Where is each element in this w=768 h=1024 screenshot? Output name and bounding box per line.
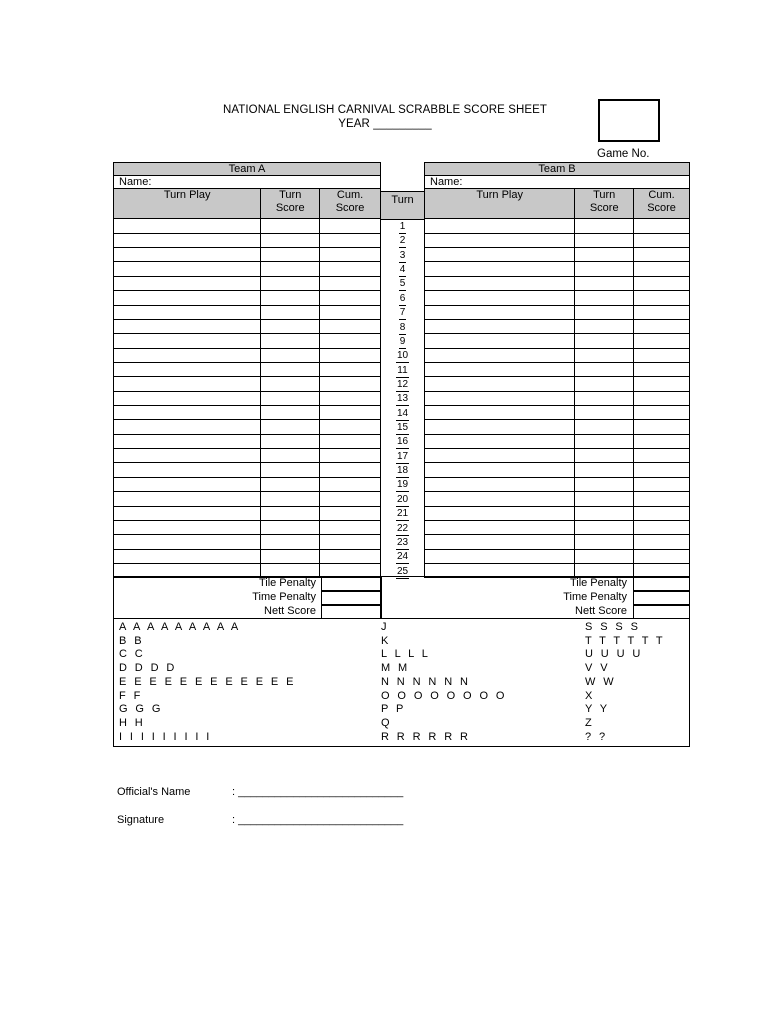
cum-score-cell[interactable] [320,219,381,233]
score-row [114,334,381,348]
score-row [425,506,690,520]
turn-play-cell[interactable] [425,549,575,563]
turn-number: 1 [399,221,406,232]
turn-score-cell[interactable] [575,549,634,563]
tile-line: J [381,621,389,633]
score-row [425,535,690,549]
turn-number: 10 [396,350,409,362]
cum-score-cell[interactable] [320,305,381,319]
turn-score-cell[interactable] [261,420,320,434]
turn-score-cell[interactable] [261,334,320,348]
turn-play-cell[interactable] [114,535,261,549]
turn-score-cell[interactable] [261,535,320,549]
turn-score-cell[interactable] [261,233,320,247]
cum-score-cell[interactable] [320,520,381,534]
cum-score-header: Cum. Score [320,189,381,219]
turn-score-cell[interactable] [575,233,634,247]
cum-score-cell[interactable] [634,233,690,247]
cum-score-cell[interactable] [634,248,690,262]
turn-play-cell[interactable] [114,334,261,348]
score-row [114,506,381,520]
turn-score-cell[interactable] [261,506,320,520]
turn-score-cell[interactable] [575,492,634,506]
cum-score-cell[interactable] [320,291,381,305]
penalty-section [113,576,690,619]
score-row [425,362,690,376]
score-row [114,262,381,276]
score-row [114,276,381,290]
turn-play-cell[interactable] [425,233,575,247]
turn-play-cell[interactable] [425,477,575,491]
score-row [425,520,690,534]
turn-play-cell[interactable] [425,463,575,477]
game-number-label: Game No. [597,148,650,160]
turn-play-cell[interactable] [425,520,575,534]
turn-score-cell[interactable] [575,535,634,549]
turn-play-cell[interactable] [425,219,575,233]
team-b-rows [425,219,690,578]
score-row [114,520,381,534]
tile-line: W W [585,675,617,688]
turn-play-cell[interactable] [114,319,261,333]
signature-field[interactable]: : ___________________________ [232,814,404,826]
team-b-nett-score-box[interactable] [633,605,690,619]
cum-score-cell[interactable] [320,434,381,448]
cum-score-cell[interactable] [634,319,690,333]
tile-line: K [381,634,391,647]
signature-label: Signature [117,814,165,826]
team-b-nett-score-label: Nett Score [575,605,627,617]
cum-score-cell[interactable] [634,520,690,534]
turn-score-cell[interactable] [575,449,634,463]
score-row [114,319,381,333]
tile-line: P P [381,703,406,716]
turn-play-cell[interactable] [425,492,575,506]
turn-play-cell[interactable] [114,262,261,276]
turn-number: 11 [397,364,408,376]
turn-play-cell[interactable] [425,406,575,420]
turn-score-cell[interactable] [261,492,320,506]
cum-score-cell[interactable] [320,463,381,477]
turn-number: 21 [396,508,409,520]
turn-score-cell[interactable] [575,248,634,262]
score-row [425,305,690,319]
cum-score-cell[interactable] [634,535,690,549]
cum-score-cell[interactable] [634,262,690,276]
cum-score-cell[interactable] [634,276,690,290]
team-a-table [113,162,381,578]
score-row [114,348,381,362]
cum-score-cell[interactable] [320,406,381,420]
turn-play-cell[interactable] [425,262,575,276]
turn-score-cell[interactable] [575,305,634,319]
tile-line: Z [585,716,595,729]
turn-play-cell[interactable] [425,248,575,262]
score-row [425,549,690,563]
cum-score-cell[interactable] [634,334,690,348]
cum-score-cell[interactable] [634,506,690,520]
tile-line: A A A A A A A A A [119,621,241,633]
team-a-nett-score-box[interactable] [321,605,381,619]
score-row [114,477,381,491]
score-row [114,233,381,247]
score-row [114,549,381,563]
tile-list-a-to-i [119,621,296,744]
turn-play-cell[interactable] [425,449,575,463]
tile-line: B B [119,634,144,647]
score-row [425,377,690,391]
turn-score-cell[interactable] [575,406,634,420]
turn-score-cell[interactable] [575,420,634,434]
score-row [425,434,690,448]
turn-play-cell[interactable] [114,276,261,290]
turn-number: 25 [396,565,409,577]
turn-number: 5 [399,278,406,290]
tile-line: M M [381,662,410,675]
score-row [425,449,690,463]
sheet-title: NATIONAL ENGLISH CARNIVAL SCRABBLE SCORE SHEET [222,104,548,116]
turn-play-cell[interactable] [114,549,261,563]
turn-play-cell[interactable] [425,377,575,391]
score-row [114,219,381,233]
team-b-time-penalty-box[interactable] [633,591,690,605]
tile-line: E E E E E E E E E E E E [119,675,296,688]
turn-number: 9 [399,335,406,347]
score-row [114,420,381,434]
turn-play-cell[interactable] [114,233,261,247]
cum-score-cell[interactable] [634,463,690,477]
tile-line: N N N N N N [381,675,471,688]
turn-play-cell[interactable] [114,377,261,391]
team-a-nett-score-label: Nett Score [264,605,316,617]
turn-play-cell[interactable] [425,506,575,520]
tile-line: X [585,689,595,702]
official-name-label: Official's Name [117,786,191,798]
turn-score-cell[interactable] [575,463,634,477]
score-row [114,305,381,319]
cum-score-cell[interactable] [634,348,690,362]
score-row [425,262,690,276]
score-row [425,248,690,262]
turn-play-cell[interactable] [114,449,261,463]
cum-score-cell[interactable] [320,248,381,262]
turn-score-cell[interactable] [575,506,634,520]
score-row [114,463,381,477]
turn-number: 17 [396,450,409,462]
score-row [425,463,690,477]
official-name-field[interactable]: : ___________________________ [232,786,404,798]
cum-score-cell[interactable] [634,420,690,434]
cum-score-cell[interactable] [320,535,381,549]
turn-score-cell[interactable] [575,291,634,305]
turn-play-cell[interactable] [425,362,575,376]
tile-line: U U U U [585,648,643,661]
divider [381,577,382,619]
turn-play-cell[interactable] [114,477,261,491]
turn-number: 6 [399,292,406,304]
turn-score-cell[interactable] [261,463,320,477]
team-a-tile-penalty-box[interactable] [321,577,381,591]
tile-line: G G G [119,703,163,716]
turn-score-cell[interactable] [575,276,634,290]
turn-number: 4 [399,264,406,276]
cum-score-cell[interactable] [320,377,381,391]
team-b-tile-penalty-label: Tile Penalty [569,577,627,589]
turn-score-cell[interactable] [575,334,634,348]
tile-line: L L L L [381,648,431,661]
score-row [425,334,690,348]
turn-score-cell[interactable] [261,219,320,233]
cum-score-cell[interactable] [320,549,381,563]
cum-score-header: Cum. Score [634,189,690,219]
turn-score-cell[interactable] [261,549,320,563]
turn-score-cell[interactable] [261,477,320,491]
cum-score-cell[interactable] [634,434,690,448]
turn-number: 7 [399,307,406,319]
turn-score-cell[interactable] [261,291,320,305]
game-number-box[interactable] [598,99,660,142]
turn-number: 8 [399,321,406,333]
score-row [114,377,381,391]
turn-number: 18 [396,465,409,477]
score-row [425,291,690,305]
score-row [114,291,381,305]
turn-score-cell[interactable] [261,406,320,420]
cum-score-cell[interactable] [634,477,690,491]
score-row [114,449,381,463]
turn-number: 2 [399,235,406,247]
turn-play-cell[interactable] [425,391,575,405]
score-row [114,434,381,448]
cum-score-cell[interactable] [320,276,381,290]
cum-score-cell[interactable] [634,291,690,305]
team-a-time-penalty-label: Time Penalty [252,591,316,603]
tile-list-s-to-blank [585,621,665,744]
turn-play-cell[interactable] [114,219,261,233]
cum-score-cell[interactable] [634,449,690,463]
score-row [425,492,690,506]
turn-number: 13 [396,393,409,405]
cum-score-cell[interactable] [634,391,690,405]
cum-score-cell[interactable] [320,492,381,506]
team-a-header: Team A [114,163,381,176]
tile-list-j-to-r [381,621,507,744]
turn-column-header: Turn [381,191,424,220]
turn-play-cell[interactable] [114,506,261,520]
turn-play-cell[interactable] [425,348,575,362]
turn-number: 20 [396,493,409,505]
turn-play-header: Turn Play [114,189,261,219]
turn-play-cell[interactable] [114,492,261,506]
turn-play-cell[interactable] [114,463,261,477]
turn-number-column [381,220,424,579]
turn-play-cell[interactable] [425,305,575,319]
cum-score-cell[interactable] [320,319,381,333]
turn-play-cell[interactable] [114,434,261,448]
team-b-header: Team B [425,163,690,176]
turn-play-cell[interactable] [114,305,261,319]
turn-play-cell[interactable] [425,276,575,290]
cum-score-cell[interactable] [634,219,690,233]
score-row [425,406,690,420]
turn-number: 22 [396,522,409,534]
tile-line: D D D D [119,662,177,675]
turn-number: 3 [399,249,406,261]
turn-score-cell[interactable] [261,391,320,405]
turn-score-cell[interactable] [575,377,634,391]
turn-score-cell[interactable] [575,348,634,362]
turn-play-cell[interactable] [425,434,575,448]
turn-score-cell[interactable] [575,520,634,534]
cum-score-cell[interactable] [634,305,690,319]
cum-score-cell[interactable] [320,348,381,362]
year-field: YEAR _________ [338,118,432,130]
turn-score-cell[interactable] [575,362,634,376]
score-row [114,406,381,420]
turn-score-cell[interactable] [261,348,320,362]
turn-play-cell[interactable] [425,291,575,305]
team-b-time-penalty-label: Time Penalty [563,591,627,603]
team-a-rows [114,219,381,578]
cum-score-cell[interactable] [320,334,381,348]
tile-line: ? ? [585,730,608,743]
turn-number: 14 [396,407,409,419]
turn-play-cell[interactable] [114,520,261,534]
turn-play-cell[interactable] [114,391,261,405]
score-row [425,420,690,434]
cum-score-cell[interactable] [634,377,690,391]
turn-play-cell[interactable] [114,406,261,420]
team-a-time-penalty-box[interactable] [321,591,381,605]
score-row [425,276,690,290]
turn-score-cell[interactable] [575,319,634,333]
turn-play-cell[interactable] [114,362,261,376]
tile-tracker [113,619,690,747]
turn-number: 23 [396,536,409,548]
cum-score-cell[interactable] [320,420,381,434]
cum-score-cell[interactable] [320,391,381,405]
tile-line: H H [119,716,146,729]
score-row [114,535,381,549]
tile-line: C C [119,648,146,661]
cum-score-cell[interactable] [320,362,381,376]
score-row [425,219,690,233]
cum-score-cell[interactable] [320,233,381,247]
turn-play-cell[interactable] [425,535,575,549]
turn-number: 19 [396,479,409,491]
turn-score-cell[interactable] [575,262,634,276]
turn-score-cell[interactable] [575,434,634,448]
turn-play-cell[interactable] [425,334,575,348]
cum-score-cell[interactable] [320,477,381,491]
turn-play-cell[interactable] [425,319,575,333]
turn-number: 12 [396,378,409,390]
turn-score-cell[interactable] [575,219,634,233]
turn-score-cell[interactable] [261,520,320,534]
tile-line: R R R R R R [381,730,471,743]
turn-play-header: Turn Play [425,189,575,219]
tile-line: F F [119,689,143,702]
tile-line: O O O O O O O O [381,689,507,702]
turn-score-cell[interactable] [261,449,320,463]
score-row [114,492,381,506]
team-a-name-field[interactable]: Name: [114,176,381,189]
tile-line: I I I I I I I I I [119,730,212,743]
turn-play-cell[interactable] [425,420,575,434]
cum-score-cell[interactable] [320,506,381,520]
turn-play-cell[interactable] [114,420,261,434]
tile-line: V V [585,662,610,675]
turn-score-cell[interactable] [575,391,634,405]
tile-line: Y Y [585,703,610,716]
score-row [425,477,690,491]
score-row [425,391,690,405]
score-row [114,391,381,405]
team-b-table [424,162,690,578]
cum-score-cell[interactable] [634,492,690,506]
turn-number: 16 [396,436,409,448]
turn-score-cell[interactable] [575,477,634,491]
score-row [425,319,690,333]
team-b-tile-penalty-box[interactable] [633,577,690,591]
turn-score-cell[interactable] [261,434,320,448]
turn-score-cell[interactable] [261,377,320,391]
cum-score-cell[interactable] [634,549,690,563]
score-row [114,248,381,262]
turn-score-cell[interactable] [261,276,320,290]
cum-score-cell[interactable] [320,449,381,463]
turn-number: 15 [396,422,409,434]
turn-score-header: Turn Score [261,189,320,219]
turn-score-cell[interactable] [261,262,320,276]
turn-play-cell[interactable] [114,248,261,262]
cum-score-cell[interactable] [634,406,690,420]
turn-score-cell[interactable] [261,319,320,333]
turn-score-header: Turn Score [575,189,634,219]
tile-line: T T T T T T [585,634,666,647]
turn-play-cell[interactable] [114,291,261,305]
team-a-tile-penalty-label: Tile Penalty [258,577,316,589]
score-row [425,348,690,362]
turn-score-cell[interactable] [261,248,320,262]
score-row [114,362,381,376]
turn-play-cell[interactable] [114,348,261,362]
cum-score-cell[interactable] [634,362,690,376]
turn-number: 24 [396,551,409,563]
score-row [425,233,690,247]
cum-score-cell[interactable] [320,262,381,276]
tile-line: Q [381,716,392,729]
team-b-name-field[interactable]: Name: [425,176,690,189]
turn-score-cell[interactable] [261,362,320,376]
turn-score-cell[interactable] [261,305,320,319]
tile-line: S S S S [585,621,641,633]
